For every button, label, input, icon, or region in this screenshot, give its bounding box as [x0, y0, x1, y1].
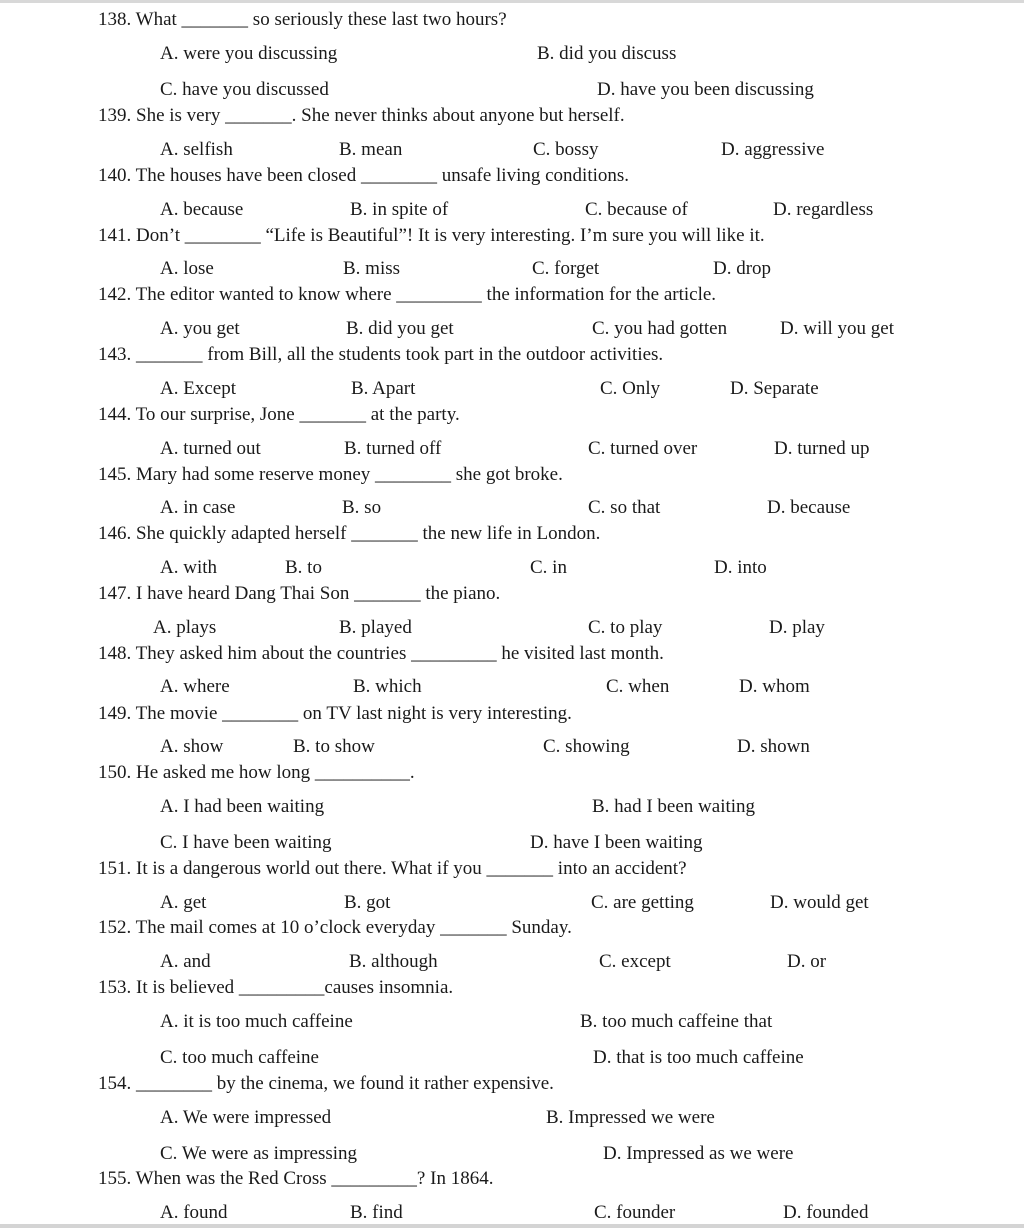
question-stem: 144. To our surprise, Jone _______ at the party.: [98, 404, 460, 425]
answer-option-d: D. play: [769, 617, 825, 638]
answer-option-b: B. Impressed we were: [546, 1107, 715, 1128]
answer-option-a: A. plays: [153, 617, 217, 638]
question-stem: 148. They asked him about the countries _________ he visited last month.: [98, 643, 664, 664]
answer-option-c: C. have you discussed: [160, 79, 329, 100]
answer-option-d: D. drop: [713, 258, 772, 279]
answer-option-c: C. Only: [600, 378, 661, 399]
answer-option-a: A. turned out: [160, 438, 261, 459]
answer-option-c: C. bossy: [533, 139, 599, 160]
answer-option-c: C. turned over: [588, 438, 698, 459]
answer-option-a: A. you get: [160, 318, 240, 339]
answer-option-c: C. in: [530, 557, 567, 578]
answer-option-b: B. in spite of: [350, 199, 449, 220]
answer-option-a: A. found: [160, 1202, 228, 1223]
answer-option-a: A. in case: [160, 497, 236, 518]
answer-option-c: C. founder: [594, 1202, 676, 1223]
question-stem: 149. The movie ________ on TV last night is very interesting.: [98, 703, 572, 724]
answer-option-d: D. Impressed as we were: [603, 1143, 794, 1164]
answer-option-b: B. turned off: [344, 438, 442, 459]
answer-option-b: B. find: [350, 1202, 403, 1223]
answer-option-c: C. forget: [532, 258, 600, 279]
answer-option-d: D. founded: [783, 1202, 869, 1223]
answer-option-c: C. when: [606, 676, 670, 697]
answer-option-b: B. got: [344, 892, 391, 913]
answer-option-b: B. to: [285, 557, 322, 578]
answer-option-c: C. to play: [588, 617, 663, 638]
answer-option-d: D. whom: [739, 676, 810, 697]
answer-option-a: A. were you discussing: [160, 43, 338, 64]
answer-option-c: C. showing: [543, 736, 630, 757]
answer-option-d: D. have I been waiting: [530, 832, 703, 853]
answer-option-d: D. would get: [770, 892, 869, 913]
answer-option-c: C. because of: [585, 199, 688, 220]
answer-option-d: D. that is too much caffeine: [593, 1047, 804, 1068]
answer-option-c: C. you had gotten: [592, 318, 728, 339]
answer-option-b: B. played: [339, 617, 412, 638]
answer-option-b: B. miss: [343, 258, 401, 279]
question-stem: 145. Mary had some reserve money ________ she got broke.: [98, 464, 563, 485]
answer-option-a: A. Except: [160, 378, 236, 399]
answer-option-a: A. and: [160, 951, 211, 972]
answer-option-a: A. I had been waiting: [160, 796, 325, 817]
question-stem: 155. When was the Red Cross _________? In 1864.: [98, 1168, 494, 1189]
answer-option-d: D. or: [787, 951, 827, 972]
answer-option-b: B. too much caffeine that: [580, 1011, 773, 1032]
answer-option-b: B. did you discuss: [537, 43, 677, 64]
answer-option-d: D. regardless: [773, 199, 874, 220]
answer-option-a: A. it is too much caffeine: [160, 1011, 353, 1032]
question-stem: 139. She is very _______. She never thinks about anyone but herself.: [98, 105, 625, 126]
answer-option-d: D. have you been discussing: [597, 79, 814, 100]
answer-option-a: A. get: [160, 892, 207, 913]
answer-option-c: C. I have been waiting: [160, 832, 332, 853]
answer-option-b: B. did you get: [346, 318, 454, 339]
answer-option-a: A. where: [160, 676, 230, 697]
question-stem: 150. He asked me how long __________.: [98, 762, 415, 783]
answer-option-b: B. although: [349, 951, 438, 972]
answer-option-b: B. to show: [293, 736, 375, 757]
answer-option-d: D. into: [714, 557, 767, 578]
answer-option-b: B. so: [342, 497, 382, 518]
question-stem: 141. Don’t ________ “Life is Beautiful”! It is very interesting. I’m sure you will like it.: [98, 225, 765, 246]
answer-option-d: D. because: [767, 497, 851, 518]
question-stem: 154. ________ by the cinema, we found it rather expensive.: [98, 1073, 554, 1094]
answer-option-b: B. Apart: [351, 378, 416, 399]
question-stem: 153. It is believed _________causes insomnia.: [98, 977, 454, 998]
answer-option-a: A. selfish: [160, 139, 233, 160]
answer-option-c: C. We were as impressing: [160, 1143, 358, 1164]
answer-option-d: D. shown: [737, 736, 810, 757]
answer-option-d: D. turned up: [774, 438, 870, 459]
answer-option-d: D. Separate: [730, 378, 819, 399]
answer-option-d: D. will you get: [780, 318, 894, 339]
question-stem: 152. The mail comes at 10 o’clock everyday _______ Sunday.: [98, 917, 572, 938]
answer-option-c: C. too much caffeine: [160, 1047, 319, 1068]
answer-option-b: B. had I been waiting: [592, 796, 756, 817]
question-stem: 146. She quickly adapted herself _______ the new life in London.: [98, 523, 601, 544]
question-stem: 138. What _______ so seriously these last two hours?: [98, 9, 507, 30]
answer-option-a: A. with: [160, 557, 217, 578]
answer-option-b: B. which: [353, 676, 422, 697]
bottom-divider: [0, 1224, 1024, 1228]
top-divider: [0, 0, 1024, 3]
answer-option-a: A. because: [160, 199, 244, 220]
answer-option-a: A. show: [160, 736, 224, 757]
answer-option-c: C. so that: [588, 497, 661, 518]
answer-option-d: D. aggressive: [721, 139, 825, 160]
answer-option-b: B. mean: [339, 139, 403, 160]
question-stem: 151. It is a dangerous world out there. What if you _______ into an accident?: [98, 858, 687, 879]
answer-option-a: A. lose: [160, 258, 214, 279]
answer-option-c: C. except: [599, 951, 671, 972]
question-stem: 142. The editor wanted to know where _________ the information for the article.: [98, 284, 717, 305]
question-stem: 143. _______ from Bill, all the students took part in the outdoor activities.: [98, 344, 664, 365]
question-stem: 147. I have heard Dang Thai Son _______ the piano.: [98, 583, 501, 604]
answer-option-a: A. We were impressed: [160, 1107, 332, 1128]
question-stem: 140. The houses have been closed ________ unsafe living conditions.: [98, 165, 630, 186]
answer-option-c: C. are getting: [591, 892, 694, 913]
